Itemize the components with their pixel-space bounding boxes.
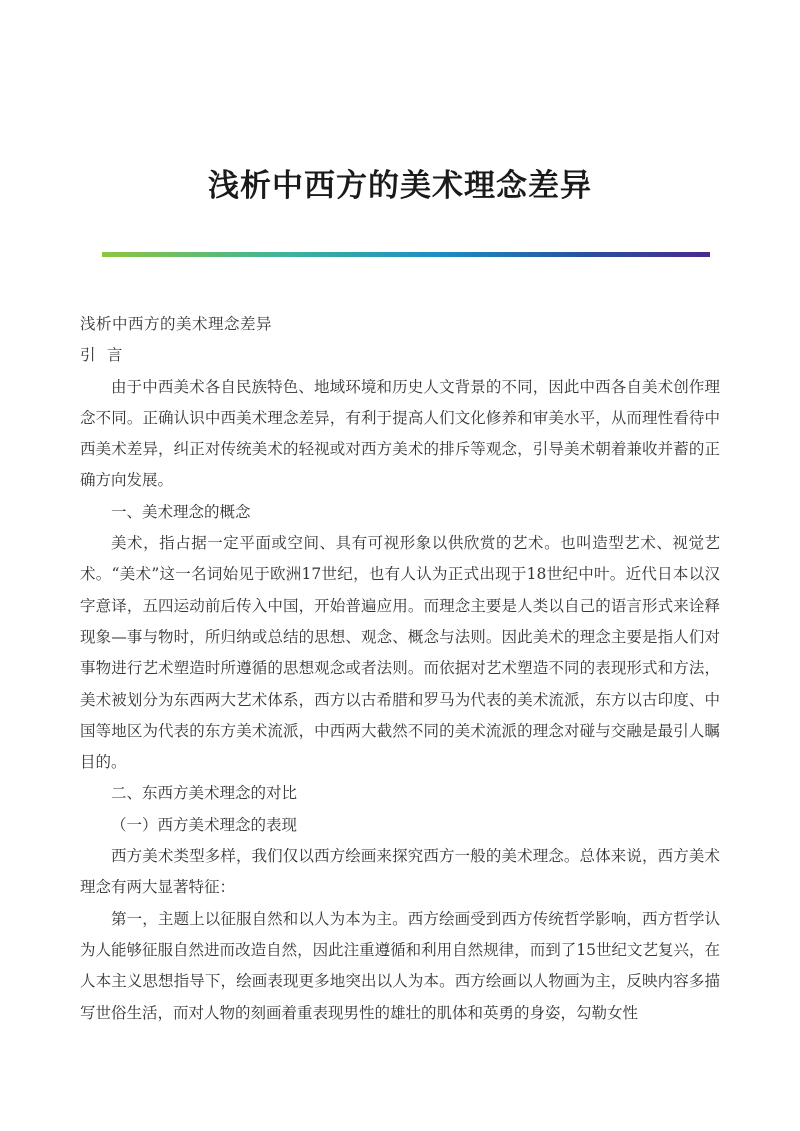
subsection-heading: （一）西方美术理念的表现 <box>111 815 298 834</box>
paragraph: 第一，主题上以征服自然和以人为本为主。西方绘画受到西方传统哲学影响，西方哲学认为人能够征服自然进而改造自然，因此注重遵循和利用自然规律，而到了15世纪文艺复兴，在人本主义思想指导下，绘画表现更多地突出以人为本。西方绘画以人物画为主，反映内容多描写世俗生活，而对人物的刻画着重表现男性的雄壮的肌体和英勇的身姿，勾勒女性 <box>80 909 720 1022</box>
paragraph: 西方美术类型多样，我们仅以西方绘画来探究西方一般的美术理念。总体来说，西方美术理念有两大显著特征： <box>80 847 720 897</box>
section-heading: 二、东西方美术理念的对比 <box>111 784 298 803</box>
document-subtitle: 浅析中西方的美术理念差异 <box>80 315 273 333</box>
page-title: 浅析中西方的美术理念差异 <box>208 168 592 204</box>
document-body <box>80 309 720 1029</box>
intro-label: 引 言 <box>80 346 123 365</box>
paragraph: 由于中西美术各自民族特色、地域环境和历史人文背景的不同，因此中西各自美术创作理念不同。正确认识中西美术理念差异，有利于提高人们文化修养和审美水平，从而理性看待中西美术差异，纠正对传统美术的轻视或对西方美术的排斥等观念，引导美术朝着兼收并蓄的正确方向发展。 <box>80 377 720 490</box>
section-heading: 一、美术理念的概念 <box>111 502 251 521</box>
paragraph: 美术，指占据一定平面或空间、具有可视形象以供欣赏的艺术。也叫造型艺术、视觉艺术。“美术”这一名词始见于欧洲17世纪，也有人认为正式出现于18世纪中叶。近代日本以汉字意译，五四运动前后传入中国，开始普遍应用。而理念主要是人类以自己的语言形式来诠释现象—事与物时，所归纳或总结的思想、观念、概念与法则。因此美术的理念主要是指人们对事物进行艺术塑造时所遵循的思想观念或者法则。而依据对艺术塑造不同的表现形式和方法，美术被划分为东西两大艺术体系，西方以古希腊和罗马为代表的美术流派，东方以古印度、中国等地区为代表的东方美术流派，中西两大截然不同的美术流派的理念对碰与交融是最引人瞩目的。 <box>80 534 720 772</box>
title-divider <box>102 252 710 257</box>
